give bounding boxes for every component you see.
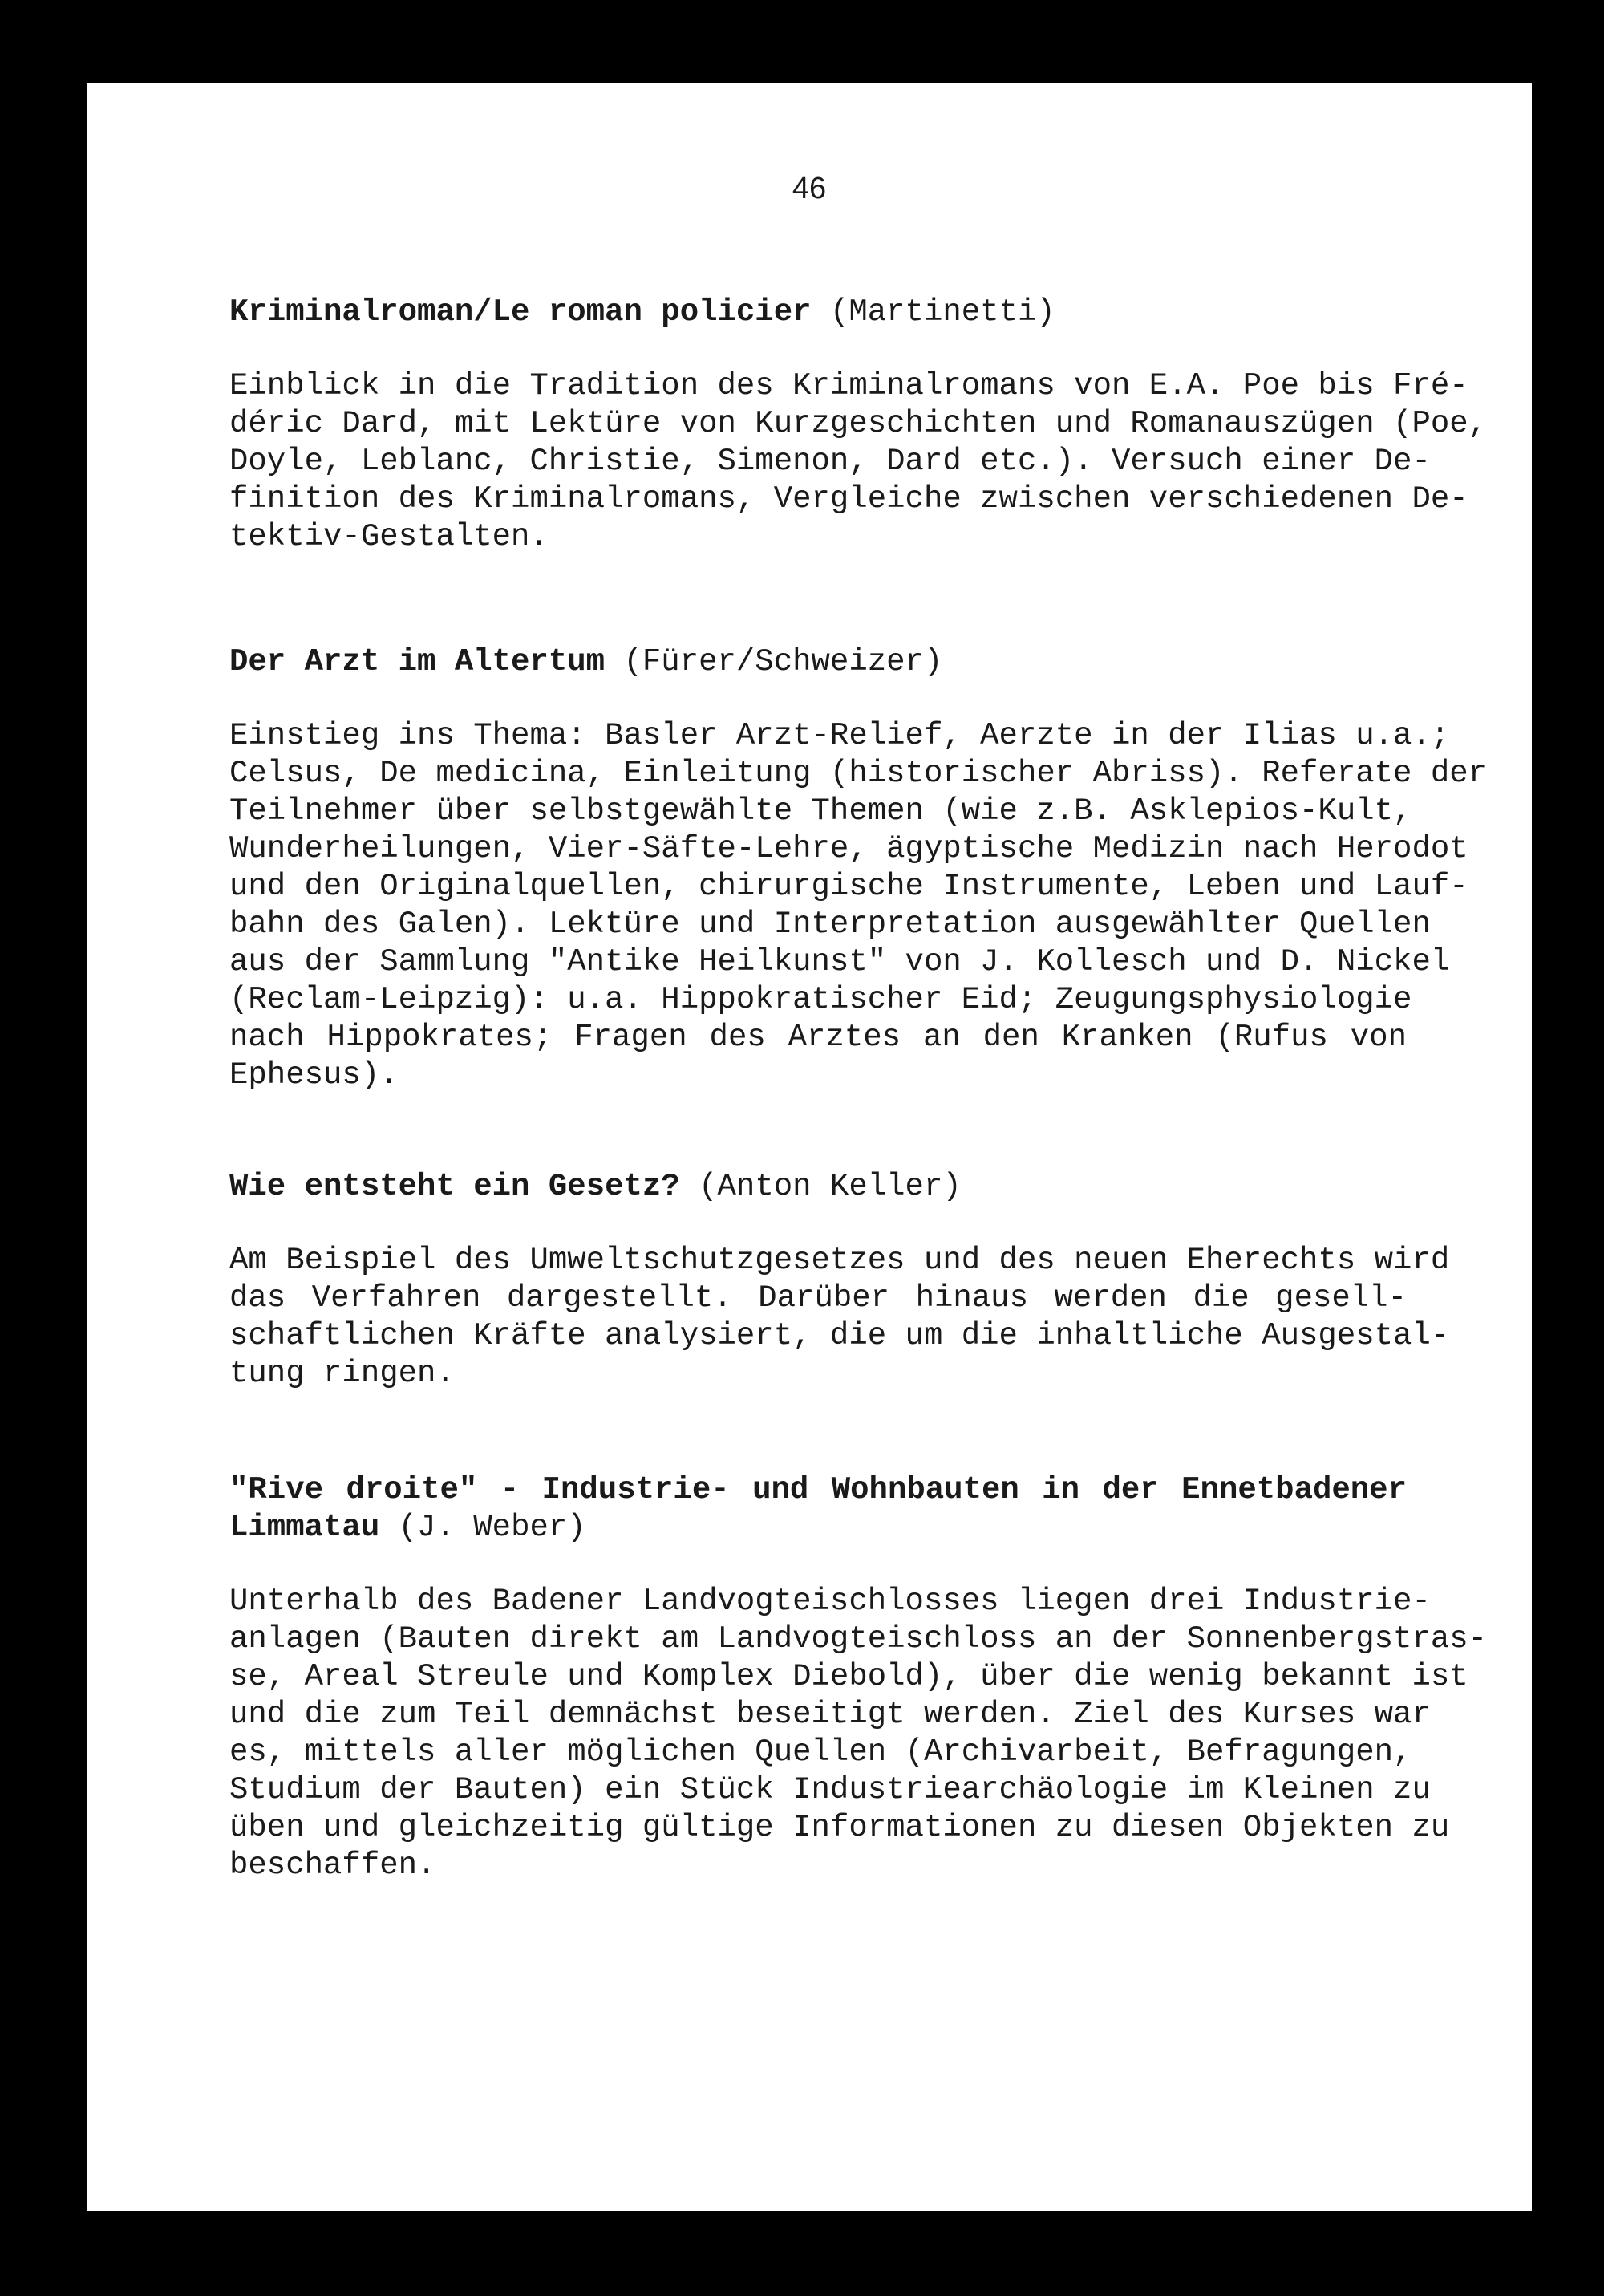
section-title-continued: Limmatau — [229, 1510, 380, 1545]
body-line: Teilnehmer über selbstgewählte Themen (wie z.B. Asklepios-Kult, — [229, 793, 1412, 829]
body-line: (Reclam-Leipzig): u.a. Hippokratischer Eid; Zeugungsphysiologie — [229, 982, 1412, 1017]
body-line: se, Areal Streule und Komplex Diebold), über die wenig bekannt ist — [229, 1659, 1468, 1694]
body-line: anlagen (Bauten direkt am Landvogteischloss an der Sonnenbergstras- — [229, 1621, 1488, 1657]
body-line: nach Hippokrates; Fragen des Arztes an den Kranken (Rufus von — [229, 1020, 1407, 1055]
body-line: bahn des Galen). Lektüre und Interpretation ausgewählter Quellen — [229, 907, 1431, 942]
body-line: üben und gleichzeitig gültige Informationen zu diesen Objekten zu — [229, 1810, 1450, 1845]
body-line: Celsus, De medicina, Einleitung (historischer Abriss). Referate der — [229, 756, 1488, 791]
body-line: Studium der Bauten) ein Stück Industriearchäologie im Kleinen zu — [229, 1772, 1431, 1807]
body-line: es, mittels aller möglichen Quellen (Archivarbeit, Befragungen, — [229, 1734, 1412, 1770]
body-line: schaftlichen Kräfte analysiert, die um die inhaltliche Ausgestal- — [229, 1318, 1450, 1353]
section-body — [229, 367, 1488, 556]
section-rive-droite — [229, 1471, 1488, 1884]
body-line: déric Dard, mit Lektüre von Kurzgeschichten und Romanauszügen (Poe, — [229, 406, 1488, 441]
page-number: 46 — [792, 172, 827, 205]
section-arzt-altertum — [229, 643, 1488, 1094]
section-heading — [229, 1471, 1407, 1547]
section-author: (Martinetti) — [829, 294, 1055, 330]
section-heading — [229, 294, 1407, 331]
section-author: (Fürer/Schweizer) — [623, 644, 943, 679]
section-heading — [229, 643, 1407, 681]
section-title: Kriminalroman/Le roman policier — [229, 294, 812, 330]
section-body — [229, 1583, 1488, 1884]
body-line: tung ringen. — [229, 1356, 455, 1391]
body-line: beschaffen. — [229, 1848, 436, 1883]
body-line: und den Originalquellen, chirurgische Instrumente, Leben und Lauf- — [229, 869, 1468, 904]
body-line: finition des Kriminalromans, Vergleiche zwischen verschiedenen De- — [229, 481, 1468, 517]
section-heading — [229, 1168, 1407, 1206]
section-title: Der Arzt im Altertum — [229, 644, 606, 679]
section-body — [229, 717, 1488, 1094]
section-author: (J. Weber) — [398, 1510, 586, 1545]
body-line: tektiv-Gestalten. — [229, 519, 549, 554]
body-line: Einstieg ins Thema: Basler Arzt-Relief, Aerzte in der Ilias u.a.; — [229, 718, 1450, 753]
body-line: Einblick in die Tradition des Kriminalromans von E.A. Poe bis Fré- — [229, 368, 1468, 404]
body-line: aus der Sammlung "Antike Heilkunst" von J. Kollesch und D. Nickel — [229, 944, 1450, 980]
body-line: das Verfahren dargestellt. Darüber hinaus werden die gesell- — [229, 1280, 1407, 1316]
body-line: Ephesus). — [229, 1057, 399, 1093]
body-line: Wunderheilungen, Vier-Säfte-Lehre, ägyptische Medizin nach Herodot — [229, 831, 1468, 866]
section-title: Wie entsteht ein Gesetz? — [229, 1169, 680, 1204]
section-title: "Rive droite" - Industrie- und Wohnbauten in der Ennetbadener — [229, 1472, 1407, 1507]
document-page — [87, 83, 1532, 2211]
section-gesetz — [229, 1168, 1450, 1393]
body-line: Doyle, Leblanc, Christie, Simenon, Dard etc.). Versuch einer De- — [229, 444, 1431, 479]
section-kriminalroman — [229, 294, 1488, 556]
section-author: (Anton Keller) — [699, 1169, 962, 1204]
body-line: Unterhalb des Badener Landvogteischlosses liegen drei Industrie- — [229, 1584, 1431, 1619]
section-body — [229, 1242, 1450, 1393]
body-line: Am Beispiel des Umweltschutzgesetzes und des neuen Eherechts wird — [229, 1243, 1450, 1278]
body-line: und die zum Teil demnächst beseitigt werden. Ziel des Kurses war — [229, 1697, 1431, 1732]
